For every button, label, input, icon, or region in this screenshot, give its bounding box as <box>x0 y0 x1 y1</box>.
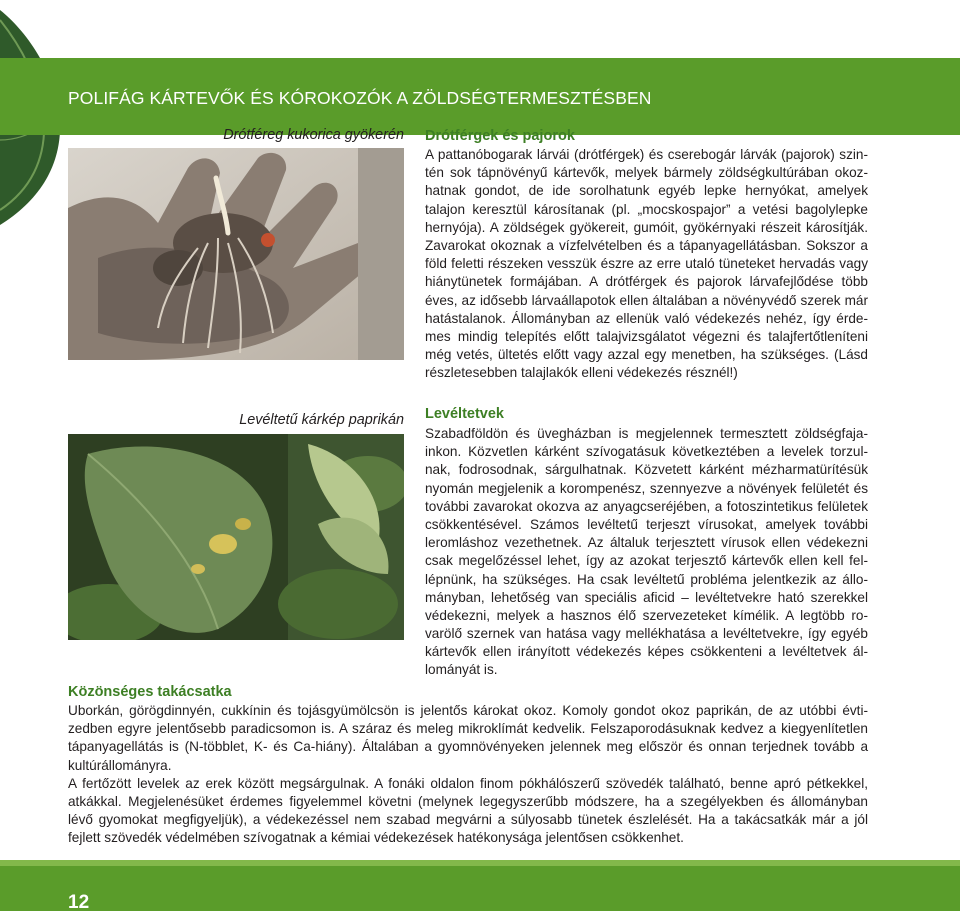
text-line: leromláshoz vezethetnek. Az általuk terjesztett vírusok ellen védekezni <box>425 535 868 551</box>
text-line: csökkentésével. Számos levéltetű terjeszt vírusokat, amelyek további <box>425 516 868 532</box>
text-line: nyomán megjelenik a korompenész, szennyezve a növények felületét és <box>425 480 868 496</box>
text-line: föld feletti részeken vesszük észre az erre utaló tüneteket hervadás vagy <box>425 256 868 272</box>
text-line: további zavarokat okozva az anyagcseréjében, a fotoszintetikus felületek <box>425 498 868 514</box>
text-line: kártevők ellen irányított védekezés képes csökkenteni a levéltetvek ál- <box>425 644 868 660</box>
text-line: csak megelőzéssel lehet, így az azokat terjesztő kártevők ellen kell fel- <box>425 553 868 569</box>
spider-mite-heading: Közönséges takácsatka <box>68 684 232 700</box>
text-line: hatnak gondot, de ide sorolhatunk egyéb lepke hernyókat, amelyek <box>425 183 868 199</box>
text-line: lépnünk, ha szükséges. Ha csak levéltetű probléma jelentkezik az állo- <box>425 571 868 587</box>
text-line: mányban, lehetőség van speciális aficid – levéltetvekre ható szerekkel <box>425 589 868 605</box>
aphid-photo <box>68 434 404 640</box>
text-line: A pattanóbogarak lárvái (drótférgek) és cserebogár lárvák (pajorok) szin- <box>425 147 868 162</box>
text-line: hiánytünetek formájában. A drótférgek és pajorok lárvafejlődése több <box>425 274 868 290</box>
text-line: varölő szernek van hatása vagy mellékhatása a levéltetvekre, így egyéb <box>425 626 868 642</box>
text-line: részletesebben talajlakók elleni védekezés résznél!) <box>425 365 738 381</box>
text-line: védekezni, melyek a hasznos élő szervezeteket kímélik. A legtöbb ro- <box>425 607 868 623</box>
text-line: mes mindig telepítés előtt talajvizsgálatot végezni és talajfertőtleníteni <box>425 328 868 344</box>
text-line: kultúrállományra. <box>68 757 172 773</box>
text-line: Uborkán, görögdinnyén, cukkínin és tojásgyümölcsön is jelentős károkat okoz. Komoly gondot okoz paprikán, de az utóbbi évti- <box>68 703 868 718</box>
footer-band <box>0 860 960 911</box>
text-line: hatástalanok. Állományban az ellenük való védekezés nehéz, így érde- <box>425 310 868 326</box>
text-line: talajon keresztül károsítanak (pl. „mocskospajor” a vetési bagolylepke <box>425 201 868 217</box>
text-line: A fertőzött levelek az erek között megsárgulnak. A fonáki oldalon finom pókhálószerű szövedék található, benne apró pétkekkel, <box>68 775 868 791</box>
aphid-body <box>425 425 868 680</box>
text-line: nak, fodrosodnak, sárgulhatnak. Közvetett kárként mézharmatürítésük <box>425 462 868 478</box>
page-number: 12 <box>68 892 90 913</box>
text-line: lévő gyomokat megfigyeljük), a védekezéssel nem szabad megvárni a súlyosabb tünetek észlelését. Ha a takácsatkák már a jól <box>68 812 868 828</box>
wireworm-heading: Drótférgek és pajorok <box>425 128 575 144</box>
text-line: Szabadföldön és üvegházban is megjelennek termesztett zöldségfaja- <box>425 426 868 441</box>
text-line: lományát is. <box>425 662 498 678</box>
text-line: tén sok tápnövényű kártevők, melyek bármely zöldségkultúrában okoz- <box>425 165 868 181</box>
text-line: atkákkal. Megjelenésüket érdemes figyelemmel követni (melynek legegyszerűbb módszere, ha a szegélyekben és állományban <box>68 793 868 809</box>
page-title: POLIFÁG KÁRTEVŐK ÉS KÓROKOZÓK A ZÖLDSÉGTERMESZTÉSBEN <box>68 88 652 108</box>
text-line: inkon. Közvetlen kárként szívogatásuk következtében a levelek torzul- <box>425 444 868 460</box>
spider-mite-body <box>68 702 868 848</box>
text-line: fejlett szövedék védelmében szívogatnak a kémiai védekezések hatékonysága jelentősen csökkenhet. <box>68 830 684 846</box>
text-line: tápanyagellátás is (N-többlet, K- és Ca-hiány). Általában a gyomnövényeken jelennek meg először és onnan terjednek tovább a <box>68 739 868 755</box>
footer-band-accent <box>0 860 960 866</box>
text-line: Zavarokat okoznak a vízfelvételben és a tápanyagellátásban. Sokszor a <box>425 237 868 253</box>
text-line: még vetés, ültetés előtt vagy azzal egy menetben, ha szükséges. (Lásd <box>425 347 868 363</box>
aphid-photo-caption: Levéltetű kárkép paprikán <box>239 412 404 428</box>
wireworm-body <box>425 146 868 382</box>
text-line: hernyója). A zöldségek gyökereit, gumóit, gyökérnyaki részeit károsítják. <box>425 219 868 235</box>
text-line: éves, az idősebb lárvaállapotok ellen általában a növényvédő szerek már <box>425 292 868 308</box>
wireworm-photo-caption: Drótféreg kukorica gyökerén <box>223 127 404 143</box>
text-line: zedben egyre jelentősebb paradicsomon is. A száraz és meleg mikroklímát kedvelik. Felszaporodásuknak kedvez a kiegyenlítetlen <box>68 721 868 737</box>
aphid-heading: Levéltetvek <box>425 406 504 422</box>
wireworm-photo <box>68 148 404 360</box>
